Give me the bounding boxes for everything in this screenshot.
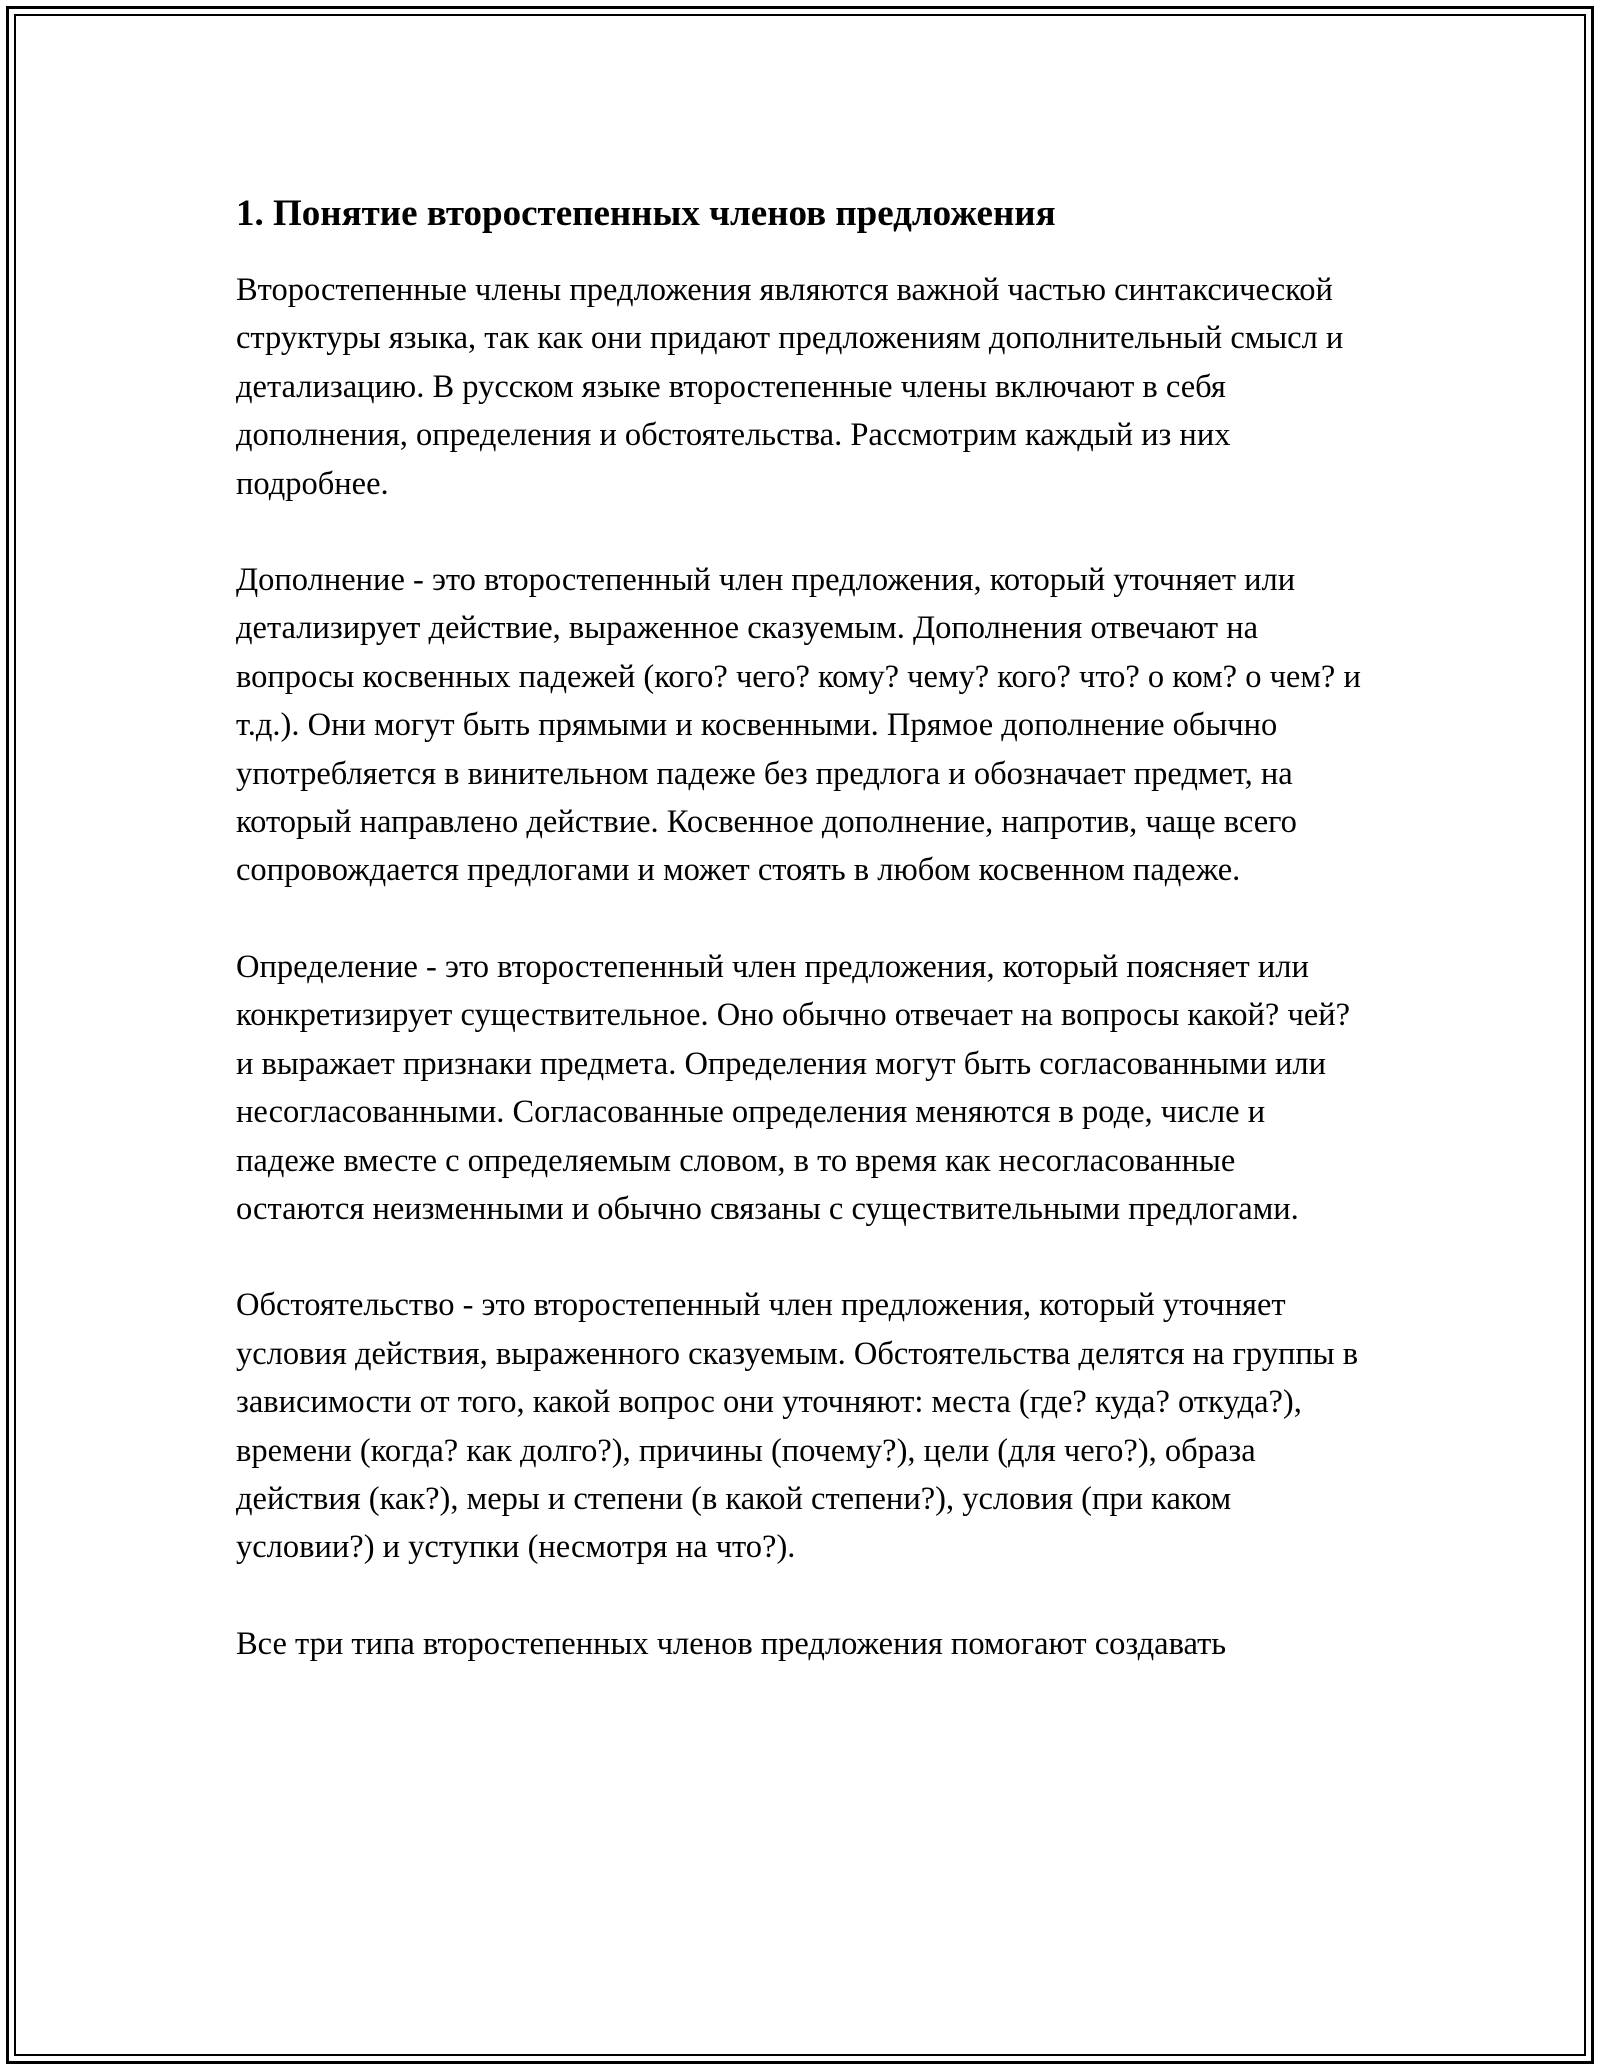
- paragraph-adverbial: Обстоятельство - это второстепенный член предложения, который уточняет условия действия, выраженного сказуемым. Обстоятельства делятся на группы в зависимости от того, какой вопрос они уточняют: места (где? куда? откуда?), времени (когда? как долго?), причины (почему?), цели (для чего?), образа действия (как?), меры и степени (в какой степени?), условия (при каком условии?) и уступки (несмотря на что?).: [236, 1287, 1359, 1566]
- paragraph-complement: Дополнение - это второстепенный член предложения, который уточняет или детализирует действие, выраженное сказуемым. Дополнения отвечают на вопросы косвенных падежей (кого? чего? кому? чему? кого? что? о ком? о чем? и т.д.). Они могут быть прямыми и косвенными. Прямое дополнение обычно употребляется в винительном падеже без предлога и обозначает предмет, на который направлено действие. Косвенное дополнение, напротив, чаще всего сопровождается предлогами и может стоять в любом косвенном падеже.: [236, 562, 1361, 889]
- paragraph-attribute: Определение - это второстепенный член предложения, который поясняет или конкретизирует существительное. Оно обычно отвечает на вопросы какой? чей? и выражает признаки предмета. Определения могут быть согласованными или несогласованными. Согласованные определения меняются в роде, числе и падеже вместе с определяемым словом, в то время как несогласованные остаются неизменными и обычно связаны с существительными предлогами.: [236, 948, 1351, 1227]
- document-body: [236, 186, 1371, 1668]
- paragraph-conclusion: Все три типа второстепенных членов предложения помогают создавать: [236, 1625, 1227, 1662]
- section-heading: 1. Понятие второстепенных членов предложения: [236, 193, 1056, 234]
- paragraph-intro: Второстепенные члены предложения являются важной частью синтаксической структуры языка, так как они придают предложениям дополнительный смысл и детализацию. В русском языке второстепенные члены включают в себя дополнения, определения и обстоятельства. Рассмотрим каждый из них подробнее.: [236, 272, 1344, 502]
